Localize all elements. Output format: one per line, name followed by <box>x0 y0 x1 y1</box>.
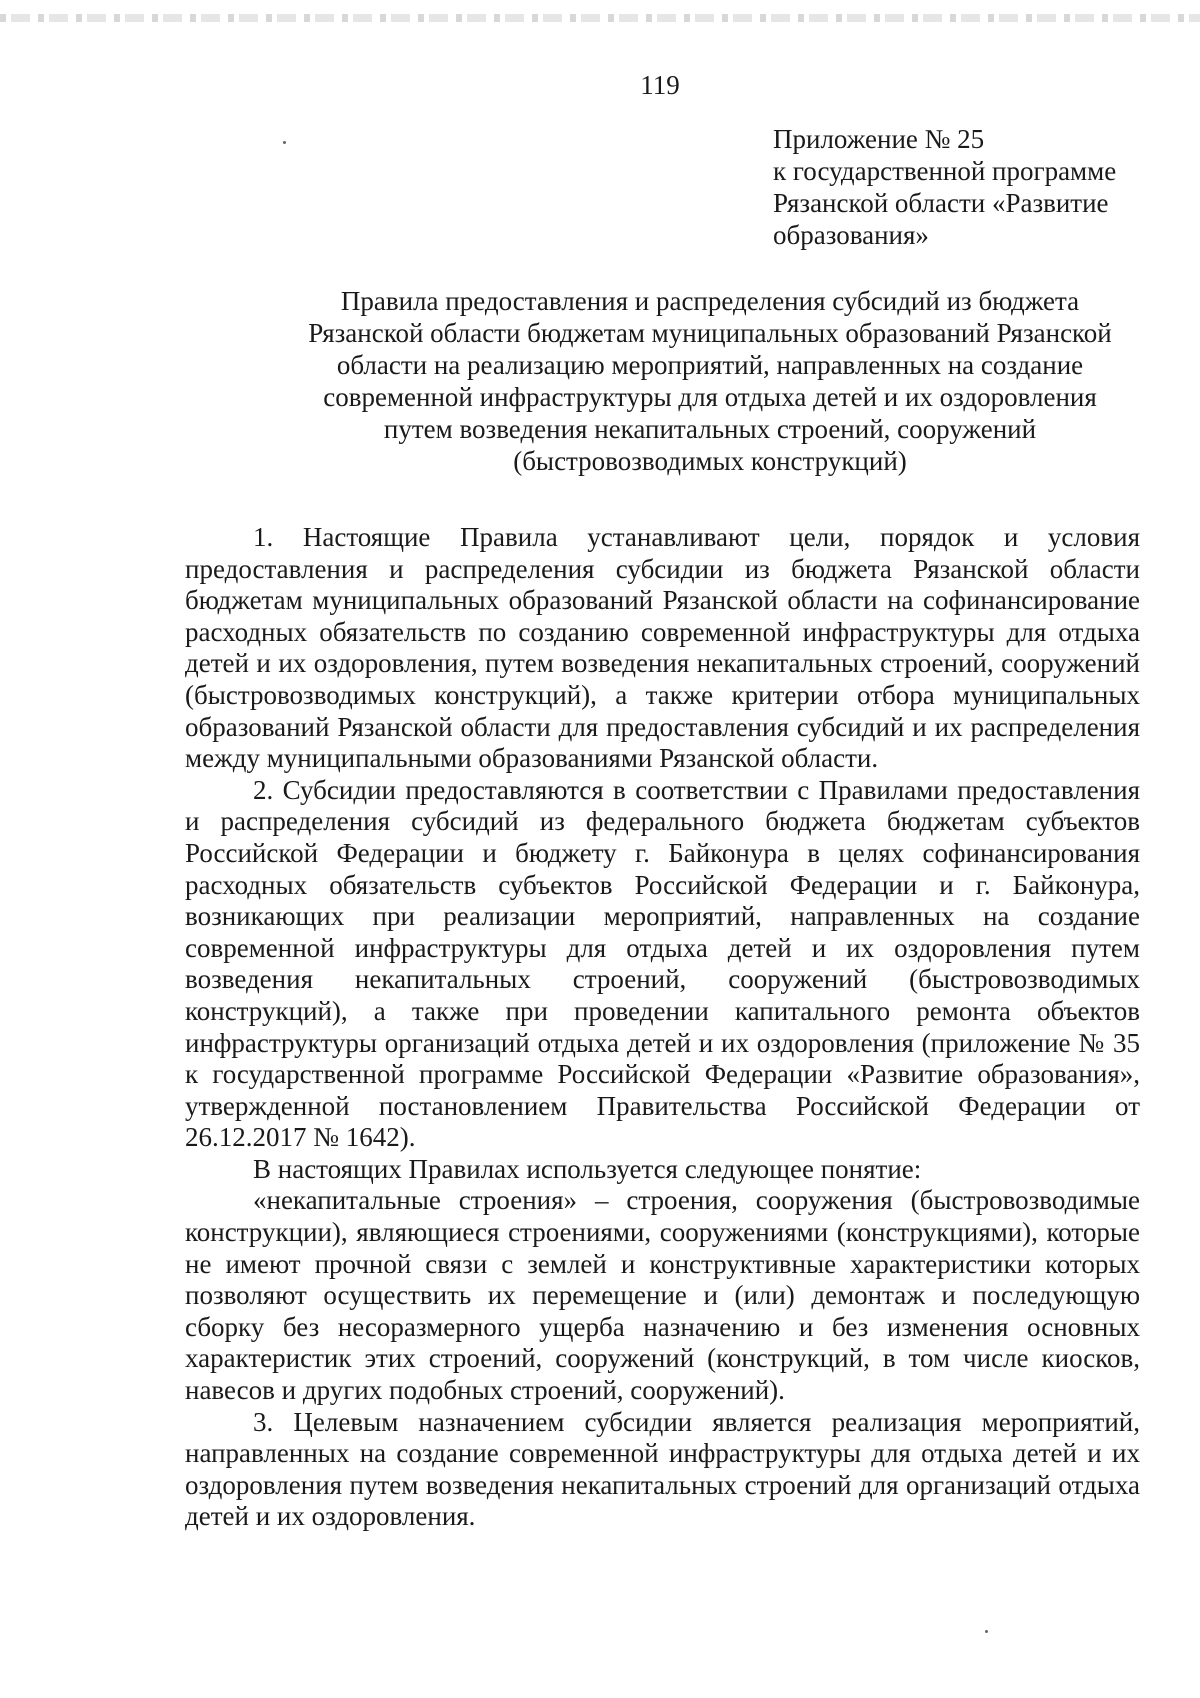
appendix-block <box>773 123 1173 251</box>
appendix-line: Приложение № 25 <box>773 124 985 154</box>
appendix-line: образования» <box>773 220 929 250</box>
page-number: 119 <box>640 70 680 100</box>
title-line: области на реализацию мероприятий, направленных на создание <box>336 350 1084 380</box>
scan-speck <box>985 1630 988 1633</box>
paragraph-3: 3. Целевым назначением субсидии является реализация мероприятий, направленных на создание современной инфраструктуры для отдыха детей и их оздоровления путем возведения некапитальных строений для организаций отдыха детей и их оздоровления. <box>185 1406 1140 1532</box>
paragraph-definition-intro: В настоящих Правилах используется следующее понятие: <box>253 1153 922 1184</box>
title-line: (быстровозводимых конструкций) <box>513 446 907 476</box>
title-line: Правила предоставления и распределения субсидий из бюджета <box>340 286 1080 316</box>
scan-top-edge <box>0 14 1200 22</box>
paragraph-definition: «некапитальные строения» – строения, сооружения (быстровозводимые конструкции), являющиеся строениями, сооружениями (конструкциями), которые не имеют прочной связи с землей и конструктивные характеристики которых позволяют осуществить их перемещение и (или) демонтаж и последующую сборку без несоразмерного ущерба назначению и без изменения основных характеристик этих строений, сооружений (конструкций, в том числе киосков, навесов и других подобных строений, сооружений). <box>185 1185 1140 1406</box>
title-line: Рязанской области бюджетам муниципальных образований Рязанской <box>308 318 1112 348</box>
paragraph-2: 2. Субсидии предоставляются в соответствии с Правилами предоставления и распределения субсидий из федерального бюджета бюджетам субъектов Российской Федерации и бюджету г. Байконура в целях софинансирования расходных обязательств субъектов Российской Федерации и г. Байконура, возникающих при реализации мероприятий, направленных на создание современной инфраструктуры для отдыха детей и их оздоровления путем возведения некапитальных строений, сооружений (быстровозводимых конструкций), а также при проведении капитального ремонта объектов инфраструктуры организаций отдыха детей и их оздоровления (приложение № 35 к государственной программе Российской Федерации «Развитие образования», утвержденной постановлением Правительства Российской Федерации от 26.12.2017 № 1642). <box>185 774 1140 1153</box>
title-line: современной инфраструктуры для отдыха детей и их оздоровления <box>323 382 1097 412</box>
appendix-line: к государственной программе <box>773 156 1117 186</box>
document-title <box>180 285 1200 477</box>
appendix-line: Рязанской области «Развитие <box>773 188 1109 218</box>
scan-speck <box>283 141 286 144</box>
document-body <box>185 522 1140 1533</box>
paragraph-1: 1. Настоящие Правила устанавливают цели, порядок и условия предоставления и распределения субсидии из бюджета Рязанской области бюджетам муниципальных образований Рязанской области на софинансирование расходных обязательств по созданию современной инфраструктуры для отдыха детей и их оздоровления, путем возведения некапитальных строений, сооружений (быстровозводимых конструкций), а также критерии отбора муниципальных образований Рязанской области для предоставления субсидий и их распределения между муниципальными образованиями Рязанской области. <box>185 522 1140 774</box>
title-line: путем возведения некапитальных строений, сооружений <box>383 414 1037 444</box>
